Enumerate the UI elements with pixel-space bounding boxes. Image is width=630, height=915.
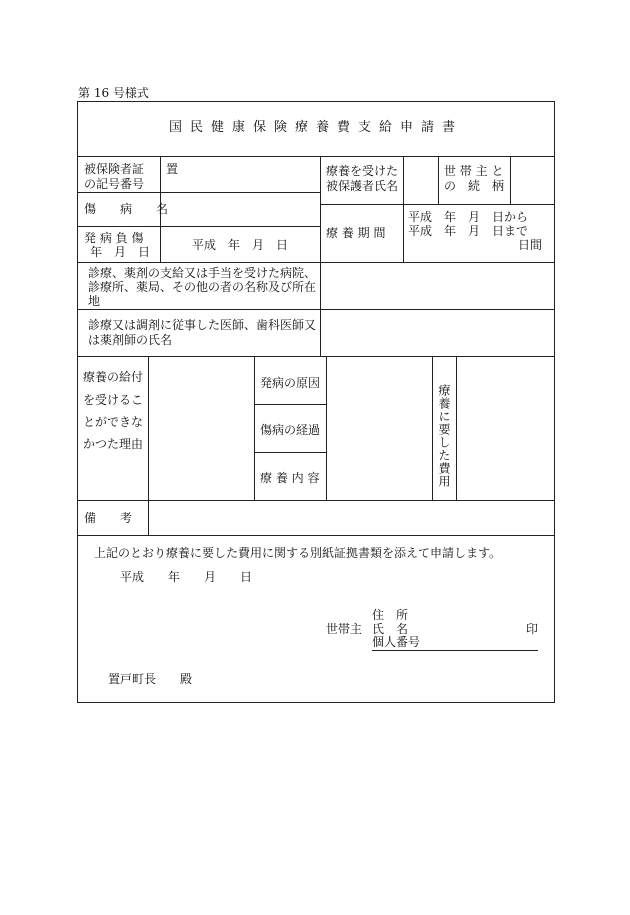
row-divider xyxy=(78,262,554,263)
doctor-label: 診療又は調剤に従事した医師、歯科医師又 xyxy=(88,318,317,332)
householder-label: 世帯主 xyxy=(326,622,363,636)
progress-label: 傷病の経過 xyxy=(260,423,321,437)
col-divider xyxy=(320,156,321,309)
doctor-label: は薬剤師の氏名 xyxy=(88,333,173,347)
col-divider xyxy=(326,356,327,500)
row-divider xyxy=(78,356,554,357)
seal-mark: 印 xyxy=(526,622,539,636)
treatment-period-label: 療 養 期 間 xyxy=(326,226,386,240)
reason-label: とができな xyxy=(83,415,144,429)
col-divider xyxy=(403,156,404,204)
provider-label: 診療所、薬局、その他の者の名称及び所在 xyxy=(88,280,317,294)
col-divider xyxy=(432,356,433,500)
relation-label: の 続 柄 xyxy=(444,179,505,193)
row-divider xyxy=(320,204,554,205)
declaration-date: 平成 年 月 日 xyxy=(120,570,253,584)
address-label: 住 所 xyxy=(372,608,409,622)
addressee: 置戸町長 殿 xyxy=(108,672,193,686)
reason-label: を受けるこ xyxy=(83,393,144,407)
row-divider xyxy=(78,500,554,501)
treatment-content-label: 療 養 内 容 xyxy=(260,471,320,485)
row-divider xyxy=(78,535,554,536)
declaration-statement: 上記のとおり療養に要した費用に関する別紙証拠書類を添えて申請します。 xyxy=(94,546,502,560)
reason-label: かつた理由 xyxy=(83,437,144,451)
row-divider xyxy=(78,192,320,193)
period-from: 平成 年 月 日から xyxy=(408,210,529,224)
provider-label: 地 xyxy=(88,294,101,308)
provider-label: 診療、薬剤の支給又は手当を受けた病院、 xyxy=(88,266,317,280)
injury-name-label: 傷 病 名 xyxy=(84,202,169,216)
cause-label: 発病の原因 xyxy=(260,376,321,390)
insured-cert-prefix: 置 xyxy=(166,162,179,176)
cost-label: 療養に要した費用 xyxy=(437,384,451,488)
row-divider xyxy=(78,309,554,310)
onset-date-label: 発 病 負 傷 xyxy=(84,231,144,245)
row-divider xyxy=(78,226,320,227)
onset-date-value: 平成 年 月 日 xyxy=(192,238,289,252)
col-divider xyxy=(148,356,149,500)
remarks-label: 備 考 xyxy=(84,511,133,525)
reason-label: 療養の給付 xyxy=(83,370,144,384)
period-days: 日間 xyxy=(518,238,543,252)
relation-label: 世 帯 主 と xyxy=(444,164,504,178)
col-divider xyxy=(456,356,457,500)
application-form xyxy=(77,101,555,703)
onset-date-label: 年 月 日 xyxy=(90,245,151,259)
col-divider xyxy=(438,156,439,204)
period-to: 平成 年 月 日まで xyxy=(408,224,529,238)
col-divider xyxy=(320,309,321,356)
recipient-name-label: 療養を受けた xyxy=(326,164,399,178)
form-title: 国民健康保険療養費支給申請書 xyxy=(168,120,463,135)
col-divider xyxy=(254,356,255,500)
col-divider xyxy=(148,500,149,535)
personal-number-label: 個人番号 xyxy=(372,635,538,651)
col-divider xyxy=(403,204,404,262)
name-label: 氏 名 xyxy=(372,622,409,636)
insured-cert-label: の記号番号 xyxy=(84,177,145,191)
row-divider xyxy=(254,404,326,405)
col-divider xyxy=(510,156,511,204)
row-divider xyxy=(78,156,554,157)
recipient-name-label: 被保護者氏名 xyxy=(326,179,399,193)
form-number: 第 16 号様式 xyxy=(78,86,149,100)
insured-cert-label: 被保険者証 xyxy=(84,162,145,176)
row-divider xyxy=(254,452,326,453)
